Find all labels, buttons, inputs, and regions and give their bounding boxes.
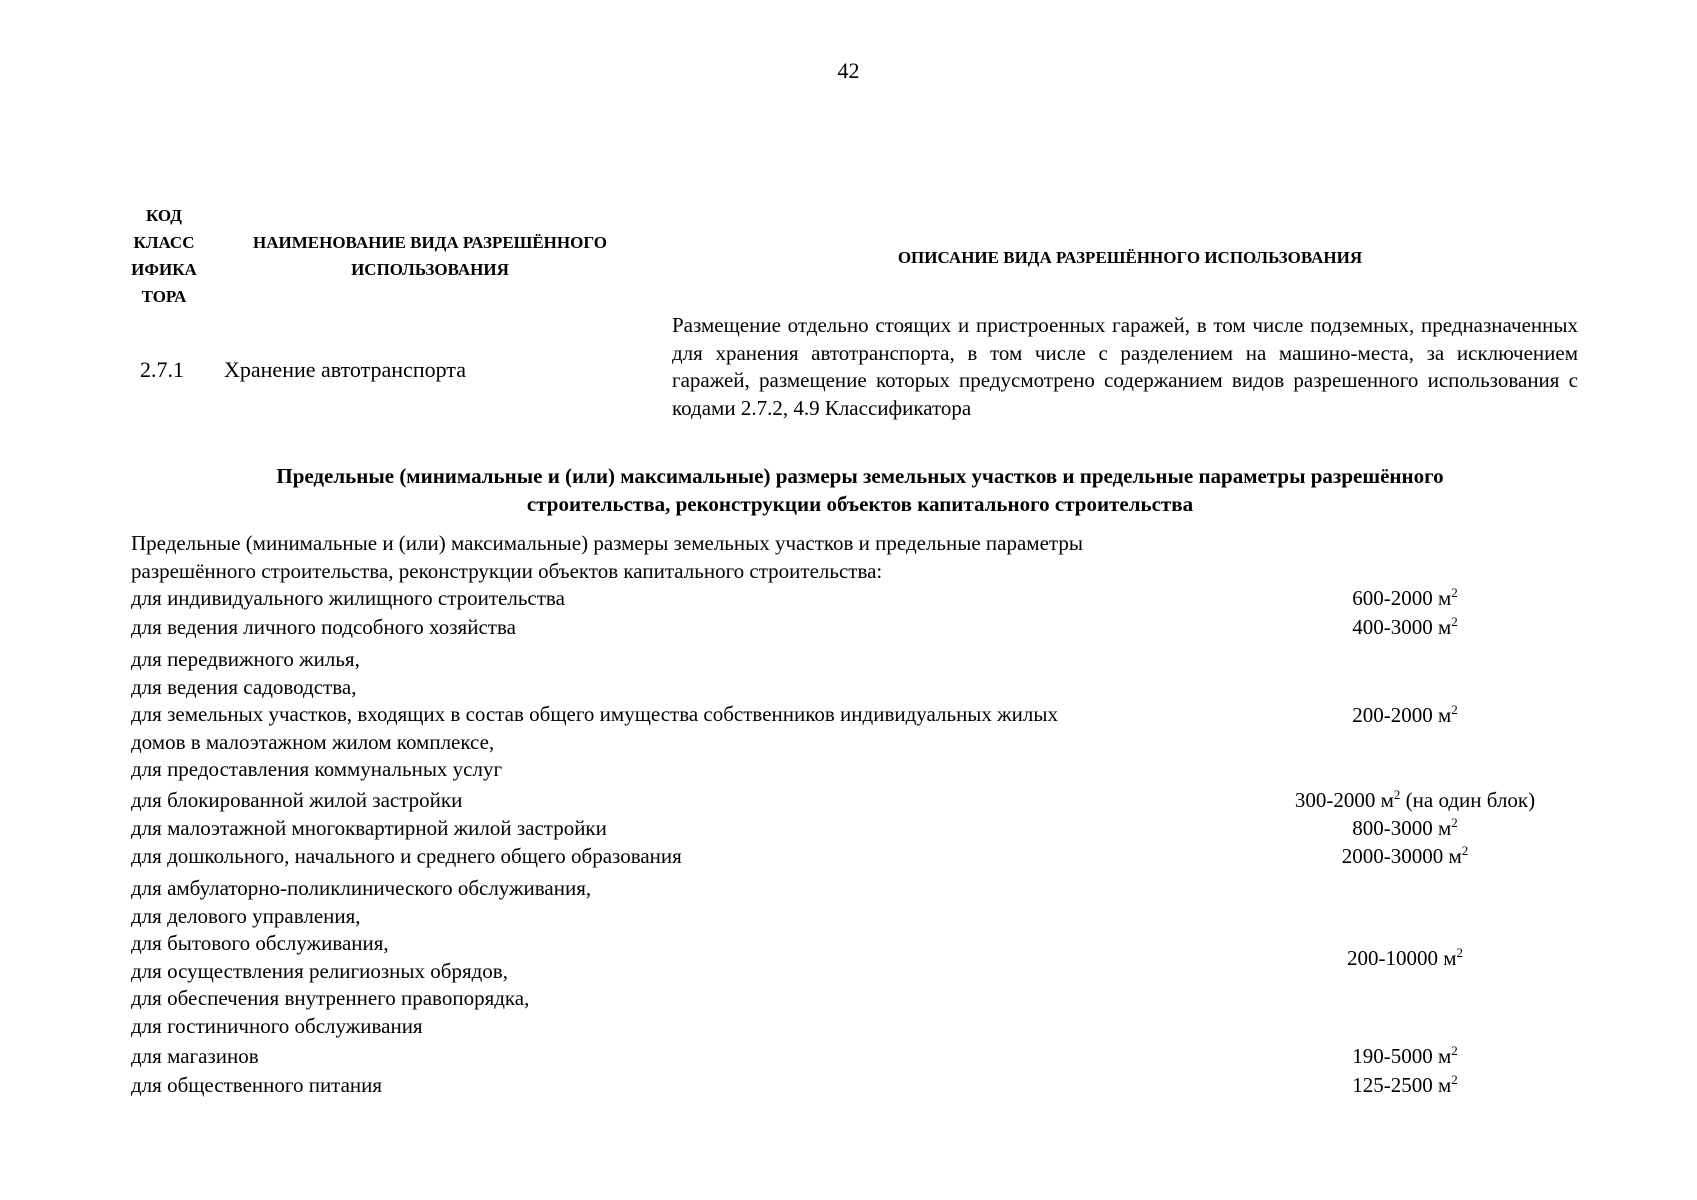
row-name: Хранение автотранспорта <box>224 357 466 382</box>
header-code: КОД КЛАСС ИФИКА ТОРА <box>131 206 197 306</box>
param-value: 300-2000 $м^2$ (на один блок) <box>1294 787 1536 812</box>
row-code: 2.7.1 <box>140 357 184 382</box>
param-value: 800-3000 $м^2$ <box>1352 815 1458 840</box>
param-label: для дошкольного, начального и среднего общего образования <box>131 844 682 868</box>
param-value: 200-2000 $м^2$ <box>1352 702 1458 727</box>
param-label: для блокированной жилой застройки <box>131 788 463 812</box>
param-label: для малоэтажной многоквартирной жилой застройки <box>131 816 607 840</box>
intro-text: Предельные (минимальные и (или) максимальные) размеры земельных участков и предельные параметры разрешённого строительства, реконструкции объектов капитального строительства: <box>131 531 1083 583</box>
header-description: ОПИСАНИЕ ВИДА РАЗРЕШЁННОГО ИСПОЛЬЗОВАНИЯ <box>897 248 1363 267</box>
param-label: для ведения личного подсобного хозяйства <box>131 615 516 639</box>
param-value: 125-2500 $м^2$ <box>1352 1072 1458 1097</box>
param-value: 2000-30000 $м^2$ <box>1341 843 1469 868</box>
param-value: 600-2000 $м^2$ <box>1352 585 1458 610</box>
param-label: для индивидуального жилищного строительства <box>131 586 565 610</box>
row-description: Размещение отдельно стоящих и пристроенных гаражей, в том числе подземных, предназначенных для хранения автотранспорта, в том числе с разделением на машино-места, за исключением гаражей, размещение которых предусмотрено содержанием видов разрешенного использования с кодами 2.7.2, 4.9 Классификатора <box>672 313 1578 420</box>
param-label: для общественного питания <box>131 1073 383 1097</box>
header-name: НАИМЕНОВАНИЕ ВИДА РАЗРЕШЁННОГО ИСПОЛЬЗОВАНИЯ <box>253 233 607 279</box>
param-value: 190-5000 $м^2$ <box>1352 1043 1458 1068</box>
param-label: для амбулаторно-поликлинического обслуживания, для делового управления, для бытового обслуживания, для осуществления религиозных обрядов, для обеспечения внутреннего правопорядка, для гостиничного обслуживания <box>131 876 592 1038</box>
param-value: 400-3000 $м^2$ <box>1352 614 1458 639</box>
page-number: 42 <box>837 58 860 83</box>
param-value: 200-10000 $м^2$ <box>1346 945 1464 970</box>
param-label: для передвижного жилья, для ведения садоводства, для земельных участков, входящих в состав общего имущества собственников индивидуальных жилых домов в малоэтажном жилом комплексе, для предоставления коммунальных услуг <box>131 647 1059 781</box>
section-title: Предельные (минимальные и (или) максимальные) размеры земельных участков и предельные параметры разрешённого строительства, реконструкции объектов капитального строительства <box>276 464 1444 516</box>
param-label: для магазинов <box>131 1044 259 1068</box>
